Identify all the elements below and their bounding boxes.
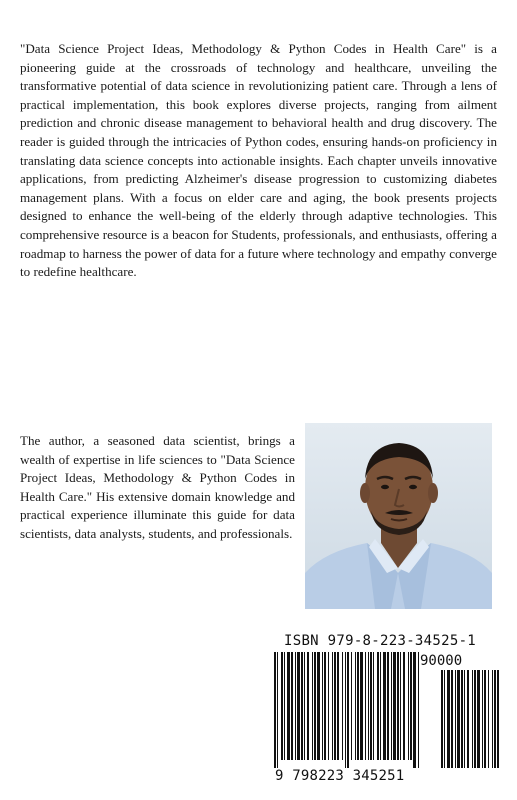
barcode-bar	[368, 652, 369, 760]
barcode-bar	[418, 652, 419, 768]
barcode-bar	[377, 652, 379, 760]
barcode-bars	[270, 652, 510, 770]
barcode-bar	[307, 652, 309, 760]
barcode-bar	[287, 652, 290, 760]
price-barcode-bar	[497, 670, 499, 768]
price-barcode-bar	[494, 670, 496, 768]
price-barcode-bar	[441, 670, 443, 768]
barcode-bar	[295, 652, 296, 760]
barcode-bar	[347, 652, 349, 768]
barcode-bar	[410, 652, 412, 760]
barcode-bar	[370, 652, 372, 760]
price-barcode-bar	[467, 670, 469, 768]
barcode-bar	[284, 652, 285, 760]
author-bio: The author, a seasoned data scientist, brings a wealth of expertise in life sciences to "Data Science Project Ideas, Methodology & Python Codes in Health Care." His extensive domain knowledge and practical experience illuminate this guide for data scientists, data analysts, students, and professionals.	[20, 433, 295, 541]
barcode-bar	[391, 652, 392, 760]
barcode-bar	[345, 652, 346, 768]
price-barcode-bar	[457, 670, 460, 768]
isbn-label: ISBN 979-8-223-34525-1	[284, 633, 477, 649]
barcode-bar	[413, 652, 416, 768]
barcode-bar	[328, 652, 329, 760]
barcode-bar	[281, 652, 283, 760]
barcode-bar	[301, 652, 303, 760]
barcode-bar	[373, 652, 374, 760]
barcode-bar	[297, 652, 300, 760]
barcode-bar	[351, 652, 352, 760]
barcode-bar	[322, 652, 323, 760]
barcode-bar	[334, 652, 336, 760]
barcode-bar	[408, 652, 409, 760]
barcode-bar	[383, 652, 386, 760]
back-cover-blurb: "Data Science Project Ideas, Methodology & Python Codes in Health Care" is a pioneering guide at the crossroads of technology and healthcare, unveiling the transformative potential of data science in revolutionizing patient care. Through a lens of practical implementation, this book explores diverse projects, ranging from ailment prediction and chronic disease management to behavioral health and drug discovery. The reader is guided through the intricacies of Python codes, ensuring hands-on proficiency in translating data science concepts into actionable insights. Each chapter unveils innovative applications, from predicting Alzheimer's disease progression to customizing diabetes management plans. With a focus on elder care and aging, the book presents projects designed to enhance the well-being of the elderly through adaptive technologies. This comprehensive resource is a beacon for Students, professionals, and enthusiasts, offering a roadmap to harness the power of data for a future where technology and empathy converge to redefine healthcare.	[20, 41, 497, 280]
author-photo	[305, 423, 492, 609]
barcode-bar	[314, 652, 316, 760]
barcode-bar	[360, 652, 363, 760]
barcode-bar	[317, 652, 320, 760]
barcode-bar	[342, 652, 343, 760]
barcode-bar	[365, 652, 366, 760]
barcode-bar	[387, 652, 389, 760]
isbn-barcode	[270, 630, 510, 788]
barcode-bar	[291, 652, 293, 760]
price-barcode-bar	[451, 670, 453, 768]
barcode-bar	[332, 652, 333, 760]
price-barcode-bar	[474, 670, 476, 768]
price-barcode-bar	[464, 670, 465, 768]
price-barcode-bar	[455, 670, 456, 768]
barcode-bar	[400, 652, 401, 760]
barcode-bar	[277, 652, 278, 768]
price-barcode-bar	[472, 670, 473, 768]
price-barcode-bar	[477, 670, 480, 768]
barcode-bar	[393, 652, 396, 760]
barcode-bar	[403, 652, 405, 760]
price-barcode-bar	[444, 670, 445, 768]
price-barcode-bar	[484, 670, 486, 768]
barcode-bar	[357, 652, 359, 760]
barcode-bar	[355, 652, 356, 760]
barcode-bar	[274, 652, 276, 768]
author-portrait-image	[305, 423, 492, 609]
price-barcode-bar	[488, 670, 489, 768]
price-barcode-bar	[447, 670, 450, 768]
barcode-bar	[397, 652, 399, 760]
price-code: 90000	[420, 653, 463, 669]
barcode-bar	[337, 652, 339, 760]
barcode-bar	[324, 652, 326, 760]
barcode-bar	[304, 652, 305, 760]
price-barcode-bar	[492, 670, 493, 768]
price-barcode-bar	[482, 670, 483, 768]
price-barcode-bar	[461, 670, 463, 768]
barcode-bar	[380, 652, 381, 760]
ean-digits: 9 798223 345251	[275, 768, 405, 784]
barcode-bar	[312, 652, 313, 760]
